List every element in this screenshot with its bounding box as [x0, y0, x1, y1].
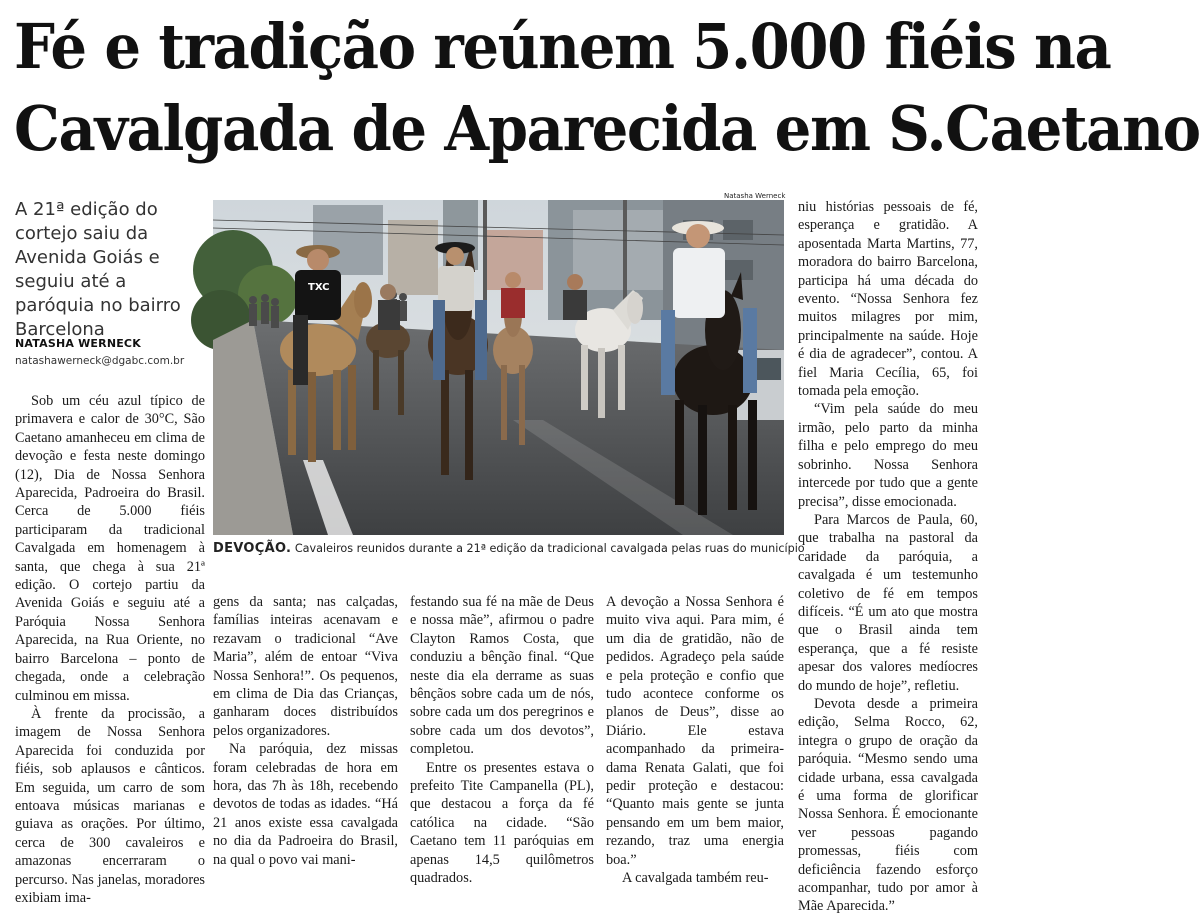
byline-email: natashawerneck@dgabc.com.br [15, 355, 185, 367]
paragraph: A devoção a Nossa Senhora é muito viva aqui. Para mim, é um dia de gratidão, não de pedidos. Agradeço pela saúde e pela proteção e confio que tudo acontece conforme os planos de Deus”, disse ao Diário. Ele estava acompanhado da primeira-dama Renata Galati, que foi pedir proteção e destacou: “Quanto mais gente se junta pensando em um bem maior, rezando, traz uma energia boa.” [606, 594, 784, 868]
paragraph: niu histórias pessoais de fé, esperança e gratidão. A aposentada Marta Martins, 77, moradora do bairro Barcelona, participa há uma década do evento. “Nossa Senhora fez muitos milagres por mim, principalmente na saúde. Hoje é dia de agradecer”, contou. A fiel Maria Cecília, 65, foi tomada pela emoção. [798, 199, 978, 400]
paragraph: Para Marcos de Paula, 60, que trabalha na pastoral da caridade da paróquia, a cavalgada é um testemunho coletivo de fé em tempos difíceis. “É um ato que mostra que o Brasil ainda tem esperança, que a fé resiste apesar dos valores medíocres do mundo de hoje”, refletiu. [798, 511, 978, 694]
paragraph: A cavalgada também reu- [622, 870, 769, 887]
body-column-3 [410, 593, 594, 888]
photo-caption [213, 541, 805, 556]
caption-text: Cavaleiros reunidos durante a 21ª edição da tradicional cavalgada pelas ruas do município [294, 542, 805, 555]
body-column-1 [15, 392, 205, 907]
paragraph: Sob um céu azul típico de primavera e calor de 30°C, São Caetano amanheceu em clima de devoção e festa neste domingo (12), Dia de Nossa Senhora Aparecida, Padroeira do Brasil. Cerca de 5.000 fiéis participaram da tradicional Cavalgada em homenagem à santa, que chega à sua 21ª edição. O cortejo partiu da Avenida Goiás e seguiu até a Paróquia Nossa Senhora Aparecida, na Rua Oriente, no bairro Barcelona – ponto de chegada, onde a celebração culminou em missa. [15, 393, 205, 704]
shirt-print: TXC [308, 282, 330, 293]
paragraph: festando sua fé na mãe de Deus e nossa mãe”, afirmou o padre Clayton Ramos Costa, que conduziu a bênção final. “Que neste dia ela derrame as suas bênçãos sobre cada um de nós, sobre cada um dos peregrinos e sobre cada um dos devotos”, completou. [410, 594, 594, 758]
paragraph: “Vim pela saúde do meu irmão, pelo parto da minha filha e pelo emprego do meu sobrinho. Nossa Senhora intercede por tudo que a gente precisa”, disse emocionada. [798, 401, 978, 510]
paragraph: gens da santa; nas calçadas, famílias inteiras acenavam e rezavam o tradicional “Ave Maria”, além de entoar “Viva Nossa Senhora!”. Os pequenos, em clima de Dia das Crianças, ganharam doces distribuídos pelos organizadores. [213, 594, 398, 739]
byline-author: NATASHA WERNECK [15, 337, 141, 350]
paragraph: Devota desde a primeira edição, Selma Rocco, 62, integra o grupo de oração da paróquia. “Mesmo sendo uma cidade urbana, essa cavalgada é uma forma de glorificar Nossa Senhora. É emocionante ver pessoas pagando promessas, fiéis com deficiência fazendo esforço acompanhar, tudo por amor à Mãe Aparecida.” [798, 695, 978, 915]
body-column-5 [798, 198, 978, 916]
paragraph: Entre os presentes estava o prefeito Tite Campanella (PL), que destacou a força da fé católica na cidade. “São Caetano tem 11 paróquias em apenas 14,5 quilômetros quadrados. [410, 759, 594, 887]
article-deck: A 21ª edição do cortejo saiu da Avenida Goiás e seguiu até a paróquia no bairro Barcelona [15, 199, 181, 340]
headline [14, 6, 1200, 170]
body-column-2 [213, 593, 398, 869]
caption-lead: DEVOÇÃO. [213, 541, 292, 556]
headline-line-2: Cavalgada de Aparecida em S.Caetano [14, 92, 1200, 165]
photo-credit: Natasha Werneck [724, 192, 786, 200]
cavalcade-photo [213, 200, 784, 535]
body-column-4 [606, 593, 784, 888]
paragraph: À frente da procissão, a imagem de Nossa Senhora Aparecida foi conduzida por fiéis, sob aplausos e cânticos. Em seguida, um carro de som entoava músicas marianas e guiava as orações. Por último, cerca de 300 cavaleiros e amazonas encerraram o percurso. Nas janelas, moradores exibiam ima- [15, 705, 205, 906]
headline-line-1: Fé e tradição reúnem 5.000 fiéis na [14, 10, 1111, 83]
paragraph: Na paróquia, dez missas foram celebradas de hora em hora, das 7h às 18h, recebendo devotos de todas as idades. “Há 21 anos existe essa cavalgada no dia da Padroeira do Brasil, na qual o povo vai mani- [213, 741, 398, 868]
